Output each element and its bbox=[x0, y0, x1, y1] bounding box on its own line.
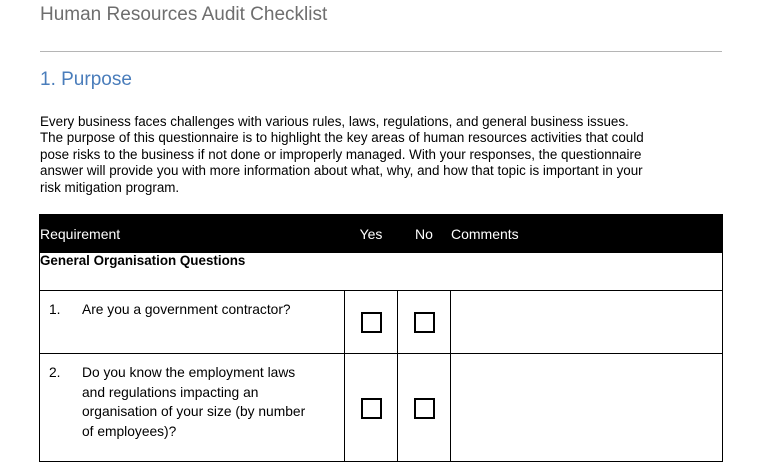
no-checkbox[interactable] bbox=[414, 312, 435, 333]
title-divider bbox=[40, 51, 722, 52]
question-line: of employees)? bbox=[82, 423, 177, 439]
question-line: Are you a government contractor? bbox=[82, 302, 291, 317]
requirement-cell bbox=[40, 354, 345, 462]
yes-cell bbox=[345, 291, 398, 354]
header-comments: Comments bbox=[451, 215, 723, 253]
yes-checkbox[interactable] bbox=[361, 312, 382, 333]
table-row bbox=[40, 291, 723, 354]
question-line: and regulations impacting an bbox=[82, 384, 259, 400]
table-header-row bbox=[40, 215, 723, 253]
question-number: 2. bbox=[49, 365, 61, 380]
intro-paragraph bbox=[40, 114, 730, 196]
audit-checklist-table bbox=[39, 214, 723, 462]
yes-cell bbox=[345, 354, 398, 462]
table-row bbox=[40, 354, 723, 462]
yes-checkbox[interactable] bbox=[361, 398, 382, 419]
header-no: No bbox=[398, 215, 451, 253]
header-yes: Yes bbox=[345, 215, 398, 253]
question-line: organisation of your size (by number bbox=[82, 404, 306, 419]
header-requirement: Requirement bbox=[40, 215, 345, 253]
intro-line: risk mitigation program. bbox=[40, 179, 180, 195]
no-cell bbox=[398, 291, 451, 354]
requirement-cell bbox=[40, 291, 345, 354]
section-heading: 1. Purpose bbox=[40, 69, 132, 90]
question-text bbox=[82, 363, 336, 441]
intro-line: The purpose of this questionnaire is to highlight the key areas of human resources activities that could bbox=[40, 130, 644, 146]
document-title: Human Resources Audit Checklist bbox=[40, 4, 328, 25]
question-line: Do you know the employment laws bbox=[82, 365, 296, 380]
no-checkbox[interactable] bbox=[414, 398, 435, 419]
intro-line: pose risks to the business if not done or improperly managed. With your responses, the questionnaire bbox=[40, 146, 642, 162]
group-row bbox=[40, 253, 723, 291]
no-cell bbox=[398, 354, 451, 462]
question-text bbox=[82, 300, 336, 320]
question-number: 1. bbox=[49, 302, 61, 317]
intro-line: Every business faces challenges with various rules, laws, regulations, and general business issues. bbox=[40, 114, 629, 129]
comments-cell[interactable] bbox=[451, 354, 723, 462]
intro-line: answer will provide you with more information about what, why, and how that topic is important in your bbox=[40, 163, 643, 179]
comments-cell[interactable] bbox=[451, 291, 723, 354]
group-label: General Organisation Questions bbox=[40, 253, 723, 291]
